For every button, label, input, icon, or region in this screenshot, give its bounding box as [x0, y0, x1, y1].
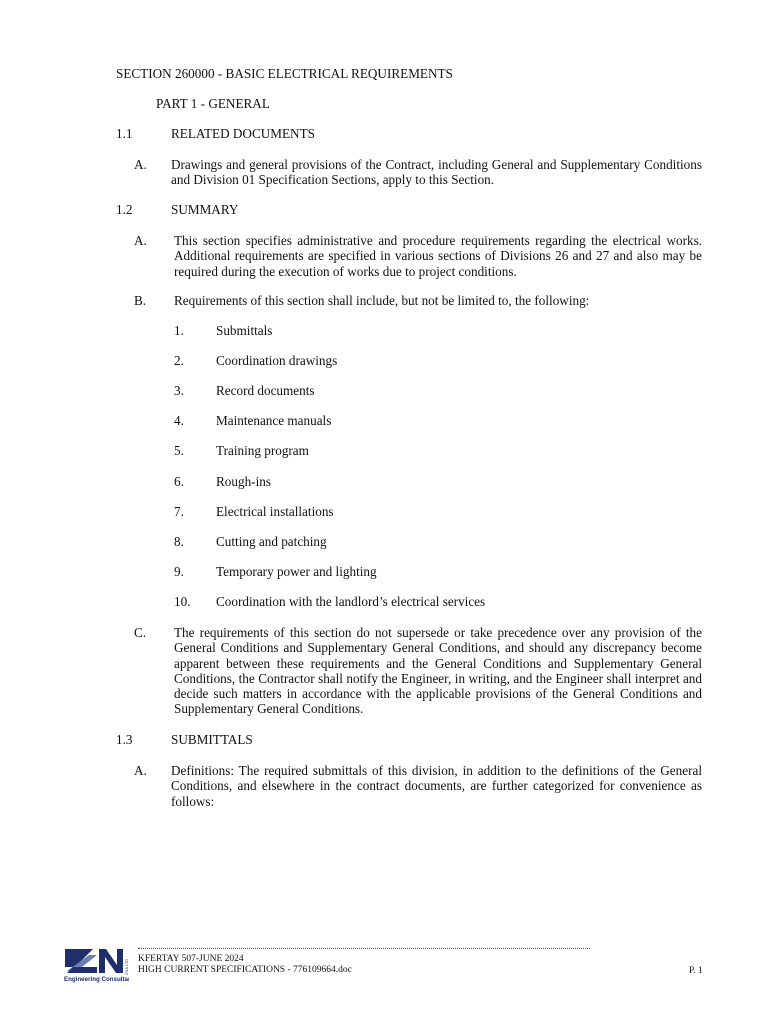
paragraph-letter: A. [134, 233, 147, 248]
paragraph-text: The requirements of this section do not supersede or take precedence over any provision of the General Conditions and Supplementary General Conditions, and should any discrepancy become apparent between these requirements and the General Conditions and Supplementary General Conditions, the Contractor shall notify the Engineer, in writing, and the Engineer shall interpret and decide such matters in accordance with the applicable provisions of the General Conditions and Supplementary General Conditions. [174, 625, 702, 717]
paragraph-text: Drawings and general provisions of the Contract, including General and Supplementary Conditions and Division 01 Specification Sections, apply to this Section. [171, 157, 702, 188]
list-item: Coordination drawings [216, 353, 338, 368]
list-number: 5. [174, 443, 184, 458]
heading-number: 1.2 [116, 202, 133, 217]
list-item: Rough-ins [216, 474, 271, 489]
paragraph-letter: B. [134, 293, 147, 308]
list-item: Cutting and patching [216, 534, 327, 549]
logo-caption: Engineering Consultant [64, 976, 129, 983]
paragraph-letter: A. [134, 157, 147, 172]
list-number: 10. [174, 594, 191, 609]
list-number: 9. [174, 564, 184, 579]
list-number: 6. [174, 474, 184, 489]
list-item: Submittals [216, 323, 273, 338]
heading-title: SUMMARY [171, 202, 239, 217]
footer-divider [138, 948, 590, 949]
paragraph-text: Definitions: The required submittals of this division, in addition to the definitions of the General Conditions, and elsewhere in the contract documents, are further categorized for convenience as follows: [171, 763, 702, 809]
list-number: 8. [174, 534, 184, 549]
list-number: 3. [174, 383, 184, 398]
zn-logo-icon [63, 945, 129, 985]
list-item: Electrical installations [216, 504, 334, 519]
section-title: SECTION 260000 - BASIC ELECTRICAL REQUIREMENTS [116, 66, 453, 81]
list-number: 2. [174, 353, 184, 368]
paragraph-letter: C. [134, 625, 147, 640]
heading-title: SUBMITTALS [171, 732, 253, 747]
company-logo [63, 945, 129, 985]
list-item: Temporary power and lighting [216, 564, 377, 579]
list-number: 1. [174, 323, 184, 338]
heading-number: 1.1 [116, 126, 133, 141]
list-item: Record documents [216, 383, 315, 398]
paragraph-letter: A. [134, 763, 147, 778]
list-item: Training program [216, 443, 309, 458]
list-number: 7. [174, 504, 184, 519]
list-item: Coordination with the landlord’s electrical services [216, 594, 486, 609]
list-number: 4. [174, 413, 184, 428]
paragraph-text: Requirements of this section shall include, but not be limited to, the following: [174, 293, 590, 308]
logo-side-text: ZNA LTD [124, 958, 129, 975]
heading-title: RELATED DOCUMENTS [171, 126, 315, 141]
part-title: PART 1 - GENERAL [156, 96, 270, 111]
heading-number: 1.3 [116, 732, 133, 747]
footer-file: HIGH CURRENT SPECIFICATIONS - 776109664.doc [138, 965, 352, 975]
page-number: P. 1 [689, 966, 703, 976]
paragraph-text: This section specifies administrative and procedure requirements regarding the electrical works. Additional requirements are specified in various sections of Divisions 26 and 27 and also may be required during the execution of works due to project conditions. [174, 233, 702, 279]
footer-project: KFERTAY 507-JUNE 2024 [138, 954, 244, 964]
list-item: Maintenance manuals [216, 413, 332, 428]
